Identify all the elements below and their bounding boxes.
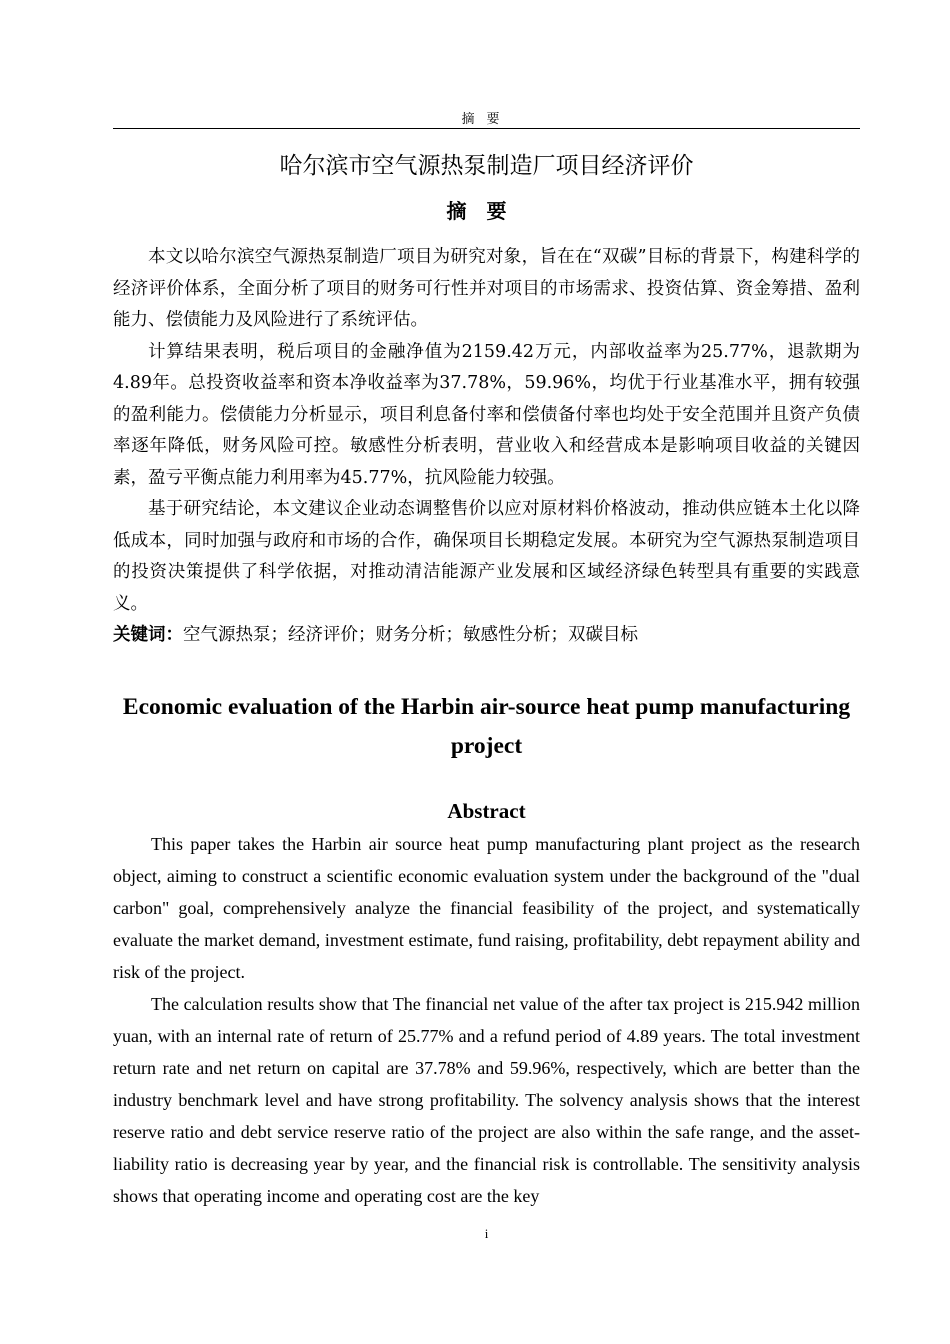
chinese-abstract-heading: 摘要 [446,199,527,223]
english-paragraph-2: The calculation results show that The financial net value of the after tax project is 215.942 million yuan, with an internal rate of return of 25.77% and a refund period of 4.89 years. The total investment return rate and net return on capital are 37.78% and 59.96%, respectively, which are better than the industry benchmark level and have strong profitability. The solvency analysis shows that the interest reserve ratio and debt service reserve ratio of the project are also within the safe range, and the asset-liability ratio is decreasing year by year, and the financial risk is controllable. The sensitivity analysis shows that operating income and operating cost are the key [113,994,860,1206]
chinese-title: 哈尔滨市空气源热泵制造厂项目经济评价 [279,153,694,179]
chinese-paragraph-1: 本文以哈尔滨空气源热泵制造厂项目为研究对象，旨在在“双碳”目标的背景下，构建科学的经济评价体系，全面分析了项目的财务可行性并对项目的市场需求、投资估算、资金筹措、盈利能力、偿债能力及风险进行了系统评估。 [113,247,860,330]
english-paragraph-1: This paper takes the Harbin air source heat pump manufacturing plant project as the research object, aiming to construct a scientific economic evaluation system under the background of the "dual carbon" goal, comprehensively analyze the financial feasibility of the project, and systematically evaluate the market demand, investment estimate, fund raising, profitability, debt repayment ability and risk of the project. [113,834,860,982]
english-abstract-body [113,828,860,1212]
chinese-paragraph-2: 计算结果表明，税后项目的金融净值为2159.42万元，内部收益率为25.77%，退款期为4.89年。总投资收益率和资本净收益率为37.78%，59.96%，均优于行业基准水平，拥有较强的盈利能力。偿债能力分析显示，项目利息备付率和偿债备付率也均处于安全范围并且资产负债率逐年降低，财务风险可控。敏感性分析表明，营业收入和经营成本是影响项目收益的关键因素，盈亏平衡点能力利用率为45.77%，抗风险能力较强。 [113,341,860,488]
english-abstract-heading: Abstract [447,799,526,823]
chinese-paragraph-3: 基于研究结论，本文建议企业动态调整售价以应对原材料价格波动，推动供应链本土化以降低成本，同时加强与政府和市场的合作，确保项目长期稳定发展。本研究为空气源热泵制造项目的投资决策提供了科学依据，对推动清洁能源产业发展和区域经济绿色转型具有重要的实践意义。 [113,499,860,614]
page-number: i [484,1226,489,1241]
chinese-abstract-body [113,242,860,652]
running-header: 摘要 [461,112,512,127]
keywords-text: 空气源热泵；经济评价；财务分析；敏感性分析；双碳目标 [183,625,638,645]
english-title: Economic evaluation of the Harbin air-source heat pump manufacturing project [122,694,851,759]
keywords-label: 关键词： [113,625,183,645]
header-rule [113,128,860,129]
chinese-keywords [113,620,860,652]
